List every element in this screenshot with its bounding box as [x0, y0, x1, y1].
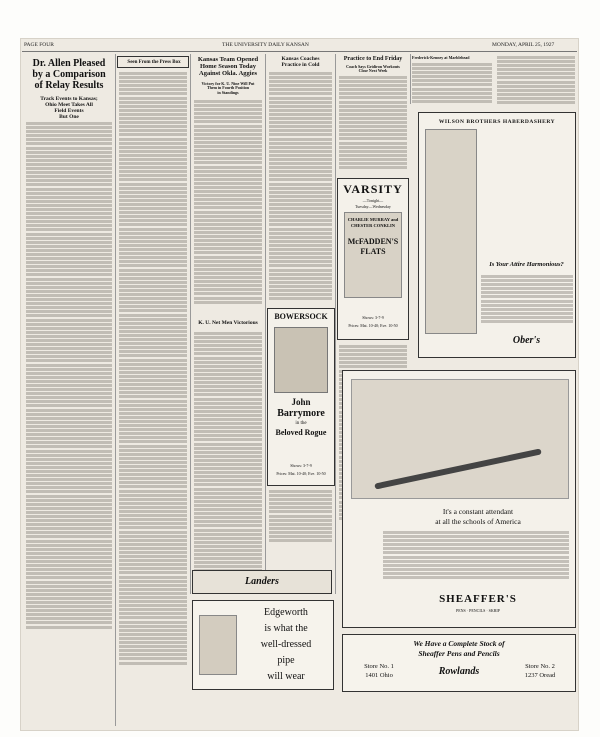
masthead	[22, 40, 577, 50]
headline-dr-allen: Dr. Allen Pleased by a Comparison of Relay Results	[32, 58, 106, 91]
headline-kansas-coaches: Kansas Coaches Practice in Cold	[281, 56, 320, 69]
subhead-practice-end: Coach Says Gridiron Workouts Close Next Week	[346, 64, 400, 74]
sheaffer-ad-text	[383, 531, 569, 589]
wilson-illustration	[425, 129, 477, 334]
article-body-col1	[26, 122, 112, 722]
landers-ad: Landers	[192, 570, 332, 594]
headline-ku-net: K. U. Net Men Victorious	[198, 320, 258, 326]
article-body-col3	[194, 100, 262, 310]
masthead-rule	[22, 51, 577, 52]
column-rule	[335, 54, 336, 594]
sheaffer-ad: It's a constant attendant at all the schools of America SHEAFFER'S PENS · PENCILS · SKRIP	[342, 370, 576, 628]
article-body-col4b	[269, 490, 332, 550]
article-body-col4	[269, 72, 332, 307]
pipe-icon	[199, 615, 237, 675]
article-body-col5	[339, 76, 407, 176]
wilson-ad-text	[481, 275, 573, 329]
article-body-col7	[497, 56, 575, 108]
column-rule	[190, 54, 191, 594]
page-number: PAGE FOUR	[24, 42, 54, 48]
varsity-ad: VARSITY —Tonight— Tuesday—Wednesday CHARLIE MURRAY and CHESTER CONKLIN McFADDEN'S FLATS Shows: 3-7-9 Prices: Mat. 10-40; Eve. 10-50	[337, 178, 409, 340]
subhead-kansas-team: Victory for K. U. Nine Will Put Them in Fourth Position in Standings	[201, 81, 255, 95]
issue-date: MONDAY, APRIL 25, 1927	[492, 42, 555, 48]
rowlands-ad: We Have a Complete Stock of Sheaffer Pens and Pencils Store No. 1 1401 Ohio Rowlands Store No. 2 1237 Oread	[342, 634, 576, 692]
article-body-ku-net	[194, 332, 262, 592]
edgeworth-ad: Edgeworth is what the well-dressed pipe will wear	[192, 600, 334, 690]
barrymore-portrait	[274, 327, 328, 393]
headline-frederick: Frederick-Kenney at Marblehead	[412, 55, 470, 60]
paper-title: THE UNIVERSITY DAILY KANSAN	[222, 42, 309, 48]
subhead-dr-allen: Track Events to Kansas; Ohio Meet Takes All Field Events But One	[40, 96, 98, 121]
column-rule	[115, 54, 116, 726]
headline-practice-end: Practice to End Friday	[343, 56, 403, 62]
article-body-col6	[412, 63, 492, 108]
wilson-brothers-ad: WILSON BROTHERS HABERDASHERY Is Your Attire Harmonious? Ober's	[418, 112, 576, 358]
column-rule	[410, 54, 411, 104]
article-body-col2	[119, 72, 187, 722]
press-box-header: Seen From the Press Box	[117, 56, 189, 68]
bowersock-ad: BOWERSOCK John Barrymore in the Beloved Rogue Shows: 3-7-9 Prices: Mat. 10-40; Eve. 10-50	[267, 308, 335, 486]
headline-kansas-team: Kansas Team Opened Home Season Today Against Okla. Aggies	[197, 56, 259, 78]
column-rule	[265, 54, 266, 594]
